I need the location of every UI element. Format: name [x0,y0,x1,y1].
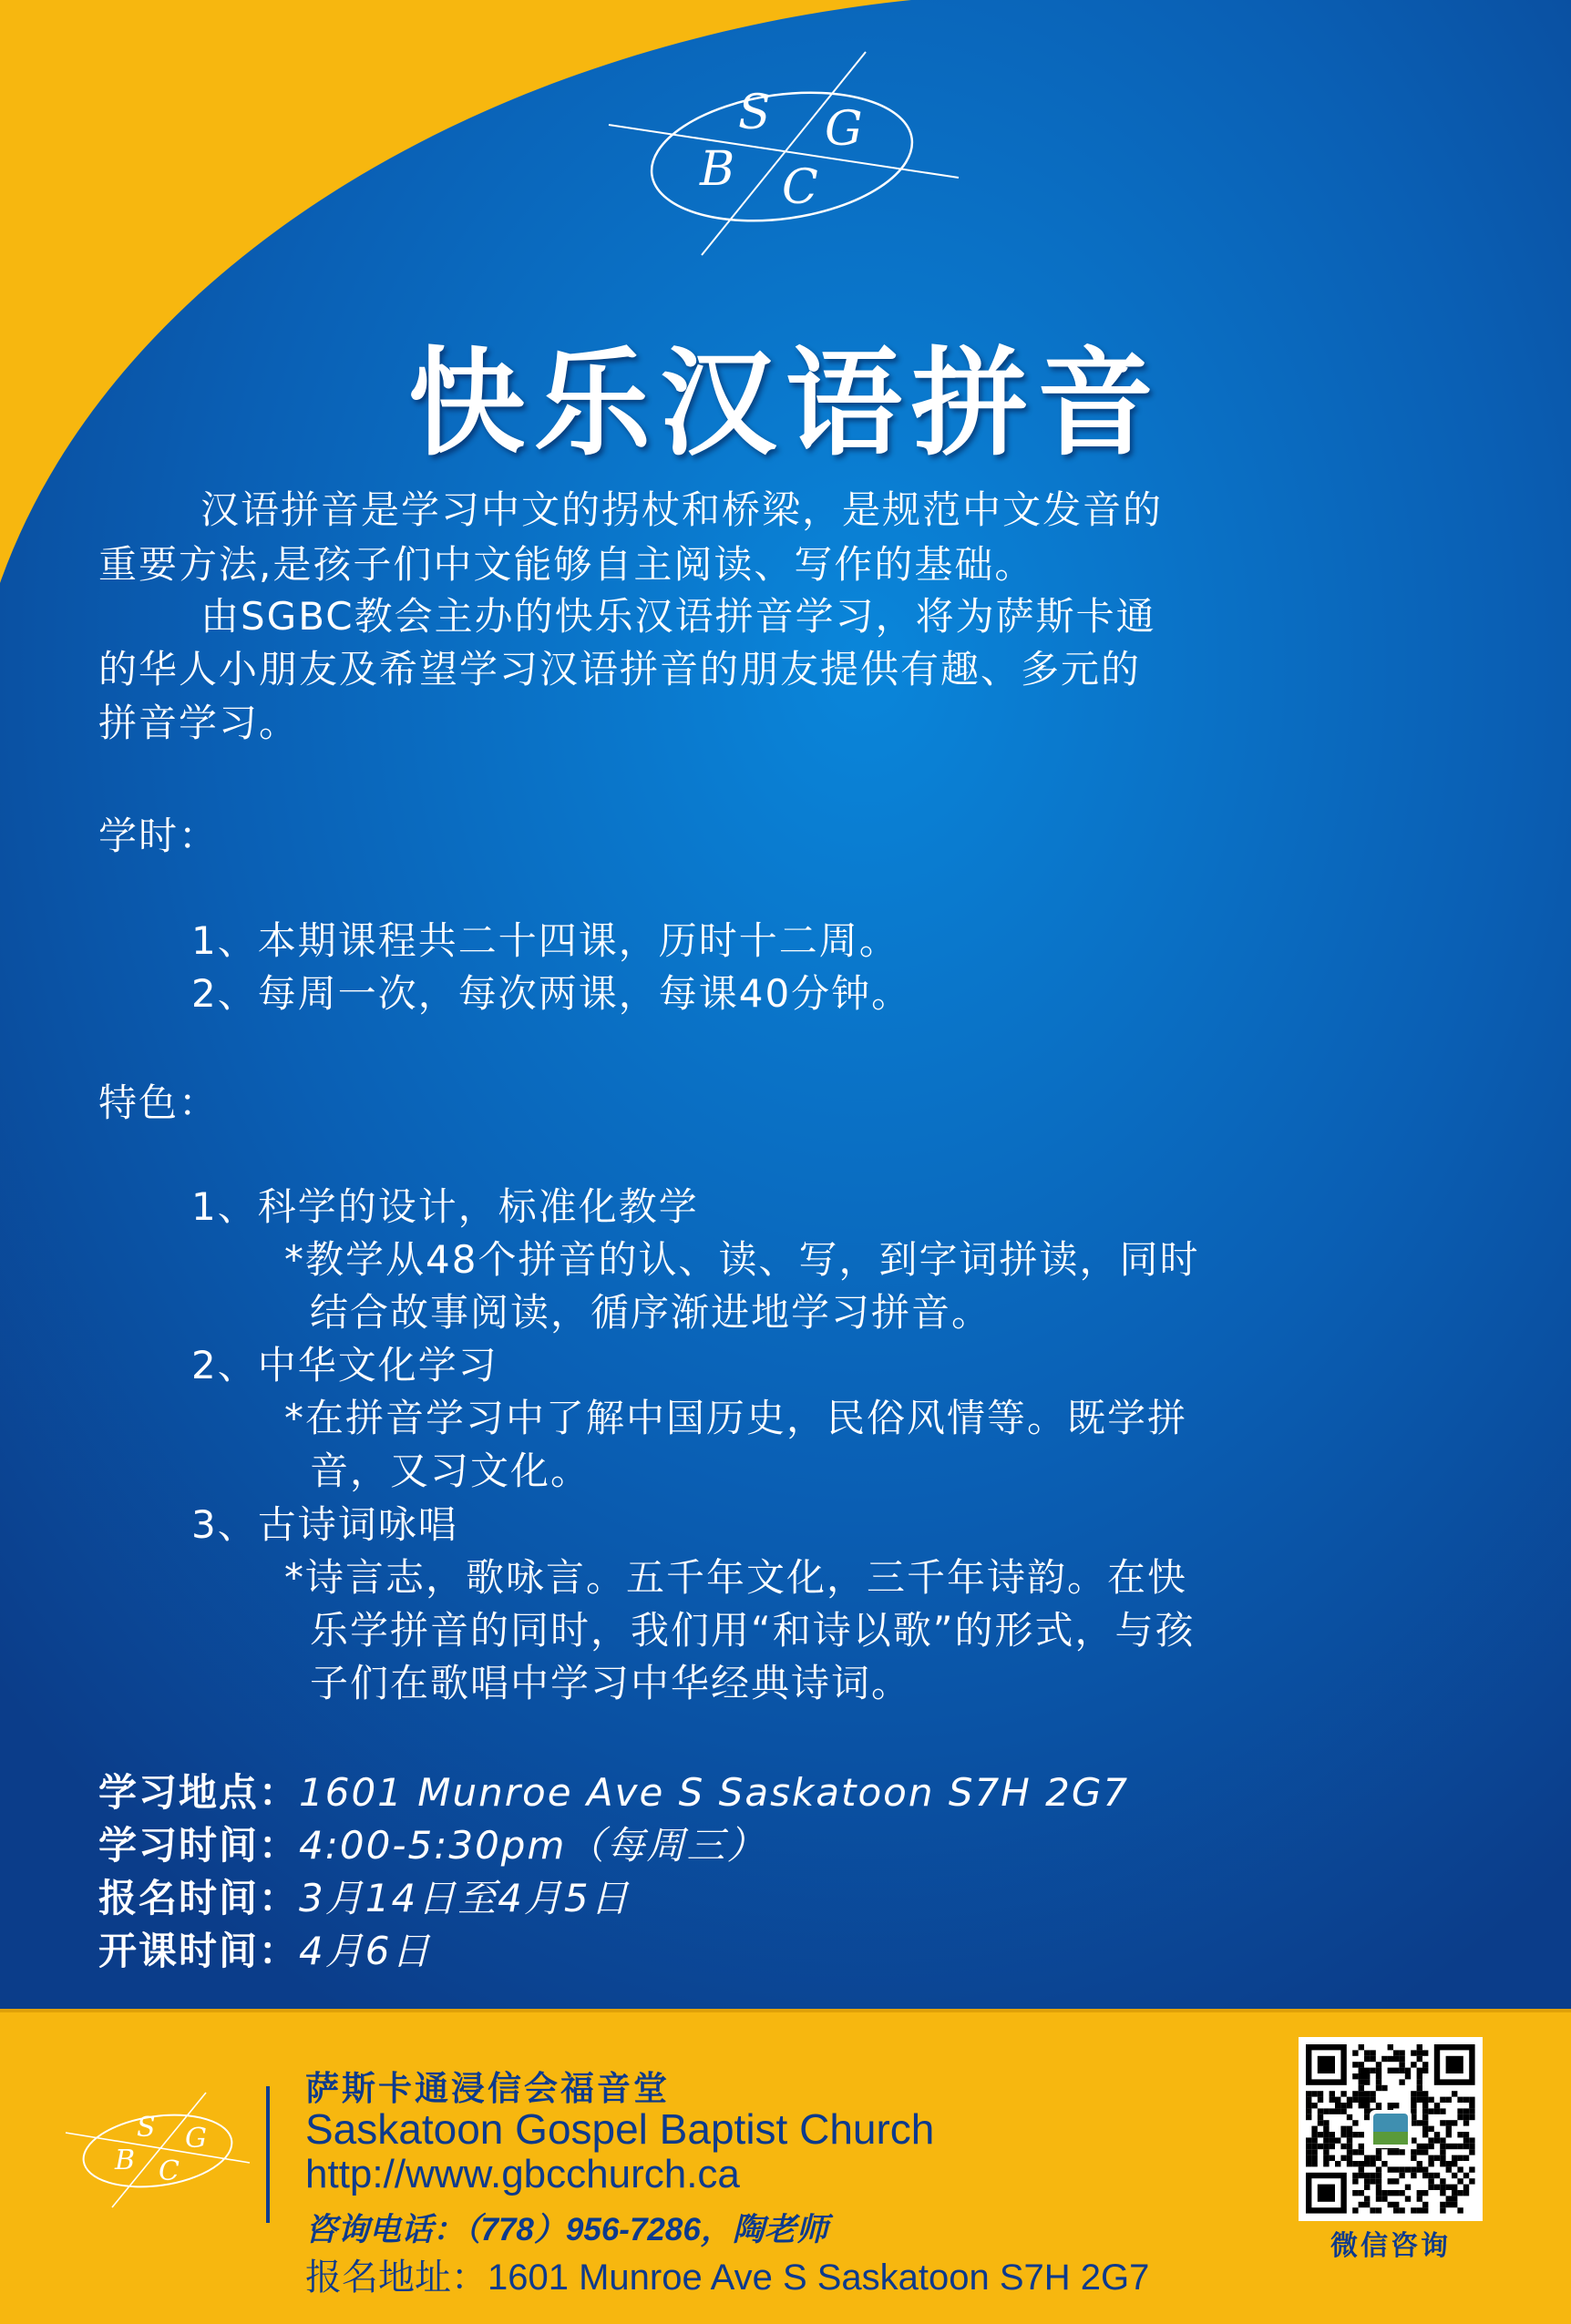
info-row-start [98,1921,431,1976]
logo-letter-c: C [782,160,818,215]
logo-letter-s: S [738,86,771,140]
footer-logo-letter-c: C [159,2155,180,2187]
info-label: 学习时间： [98,1823,300,1868]
logo-letter-b: B [700,142,735,197]
church-name-en: Saskatoon Gospel Baptist Church [305,2105,935,2153]
info-row-location [98,1763,1129,1817]
footer-logo-letter-s: S [137,2112,156,2144]
feature-detail: *诗言志，歌咏言。五千年文化，三千年诗韵。在快 [284,1555,1188,1600]
schedule-item: 2、每周一次，每次两课，每课40分钟。 [191,971,912,1016]
logo-letter-g: G [825,102,863,157]
schedule-item: 1、本期课程共二十四课，历时十二周。 [191,918,899,963]
info-value: 3月14日至4月5日 [299,1876,631,1920]
info-label: 开课时间： [98,1929,300,1973]
feature-detail: 乐学拼音的同时，我们用“和诗以歌”的形式，与孩 [310,1608,1196,1653]
intro-p2-line3: 拼音学习。 [98,701,300,745]
schedule-heading: 学时： [98,814,220,858]
wechat-qr-code [1299,2037,1483,2221]
info-row-time [98,1816,766,1870]
intro-p2-line1: 由SGBC教会主办的快乐汉语拼音学习，将为萨斯卡通 [200,594,1156,639]
footer-divider [266,2086,270,2223]
intro-p1-line1: 汉语拼音是学习中文的拐杖和桥梁，是规范中文发音的 [200,487,1164,532]
qr-code-image [1299,2037,1483,2221]
registration-address: 报名地址：1601 Munroe Ave S Saskatoon S7H 2G7 [305,2257,1150,2298]
footer-logo [62,2091,253,2209]
sgbc-logo [601,50,966,260]
feature-detail: 子们在歌唱中学习中华经典诗词。 [310,1661,912,1705]
page-title: 快乐汉语拼音 [407,335,1163,472]
contact-phone: 咨询电话：（778）956-7286，陶老师 [305,2212,828,2247]
feature-title: 3、古诗词咏唱 [191,1502,458,1547]
features-heading: 特色： [98,1080,220,1125]
info-label: 报名时间： [98,1876,300,1920]
info-value: 4:00-5:30pm（每周三） [299,1823,767,1868]
info-value: 4月6日 [299,1929,432,1973]
feature-detail: 结合故事阅读，循序渐进地学习拼音。 [310,1290,992,1335]
qr-caption: 微信咨询 [1330,2230,1451,2262]
feature-detail: *在拼音学习中了解中国历史，民俗风情等。既学拼 [284,1396,1188,1440]
intro-p2-line2: 的华人小朋友及希望学习汉语拼音的朋友提供有趣、多元的 [98,647,1142,691]
intro-p1-line2: 重要方法,是孩子们中文能够自主阅读、写作的基础。 [98,542,1035,587]
feature-detail: 音，又习文化。 [310,1449,591,1493]
info-value: 1601 Munroe Ave S Saskatoon S7H 2G7 [299,1770,1130,1815]
info-row-registration [98,1868,631,1923]
feature-detail: *教学从48个拼音的认、读、写，到字词拼读，同时 [284,1237,1200,1282]
feature-title: 2、中华文化学习 [191,1343,498,1387]
church-url[interactable]: http://www.gbcchurch.ca [305,2152,740,2196]
feature-title: 1、科学的设计，标准化教学 [191,1184,699,1229]
footer-logo-letter-b: B [115,2145,136,2176]
church-name-cn: 萨斯卡通浸信会福音堂 [305,2070,670,2107]
info-label: 学习地点： [98,1770,300,1815]
footer-logo-letter-g: G [185,2123,207,2155]
